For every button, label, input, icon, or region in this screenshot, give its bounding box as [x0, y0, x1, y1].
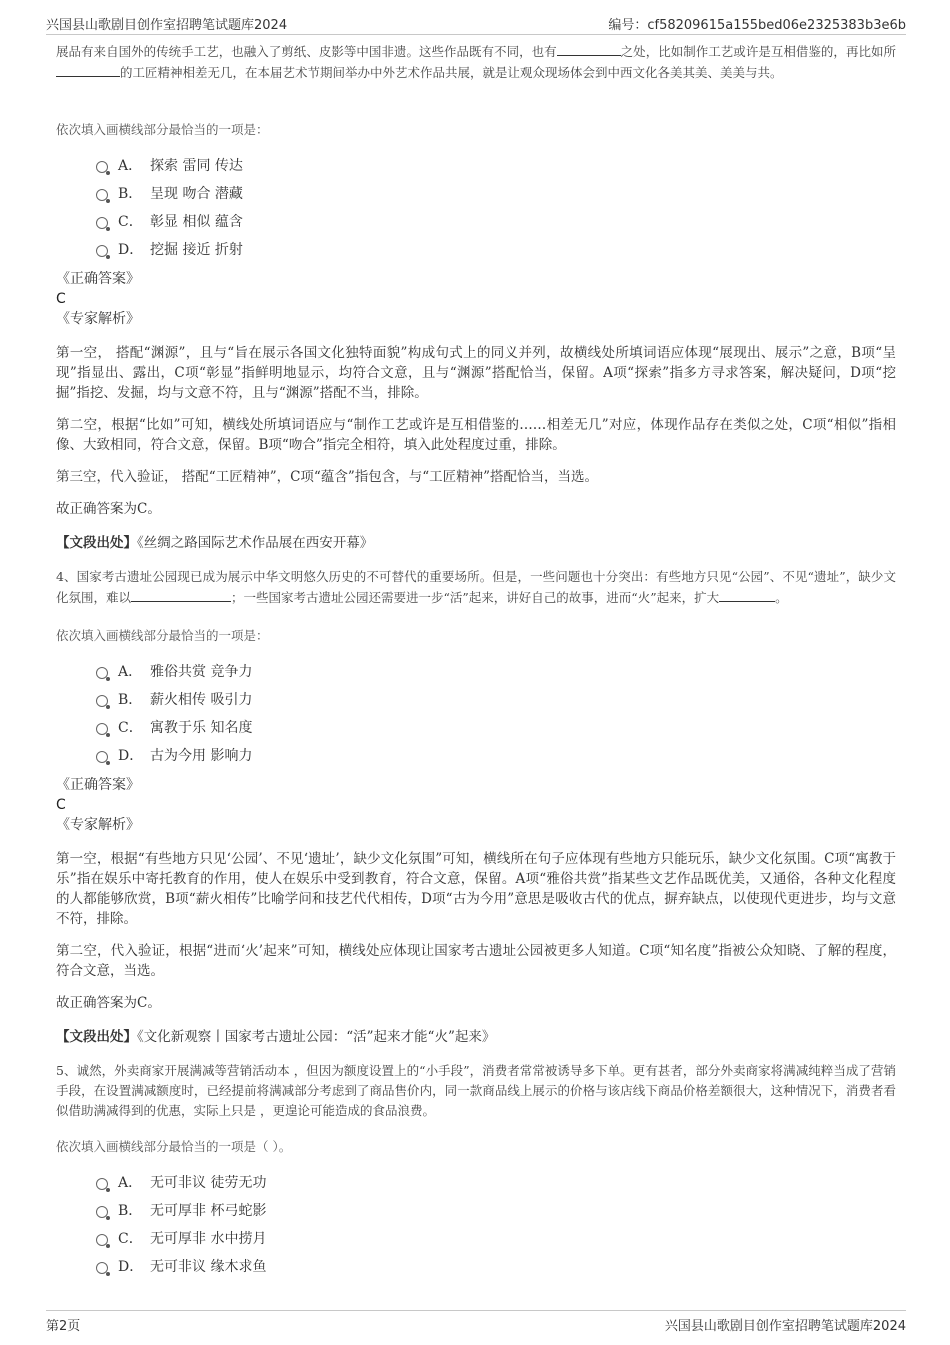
q3-source	[56, 533, 896, 553]
q4-passage-part1: 4、国家考古遗址公园现已成为展示中华文明悠久历史的不可替代的重要场所。但是，一些问题也十分突出：有些地方只见“公园”、不见“遗址”，缺少文化氛围，难以	[56, 569, 896, 605]
radio-icon[interactable]	[96, 751, 108, 763]
q4-answer: C	[56, 797, 66, 813]
q3-source-text: 《丝绸之路国际艺术作品展在西安开幕》	[137, 535, 374, 551]
q3-option-c[interactable]: C． 彰显 相似 蕴含	[56, 208, 896, 236]
radio-icon[interactable]	[96, 1262, 108, 1274]
document-id: 编号：cf58209615a155bed06e2325383b3e6b	[608, 18, 906, 33]
q3-options	[56, 152, 896, 264]
q3-source-label: 【文段出处】	[56, 535, 137, 551]
q3-passage	[56, 41, 896, 104]
q3-passage-part3: 的工匠精神相差无几，在本届艺术节期间举办中外艺术作品共展，就是让观众现场体会到中西文化各美其美、美美与共。	[120, 65, 783, 80]
q3-option-b[interactable]: B． 呈现 吻合 潜藏	[56, 180, 896, 208]
q3-blank-3	[56, 62, 120, 77]
radio-icon[interactable]	[96, 1178, 108, 1190]
q4-source	[56, 1027, 896, 1047]
page-header	[46, 12, 906, 35]
q4-source-text: 《文化新观察丨国家考古遗址公园：“活”起来才能“火”起来》	[137, 1029, 496, 1045]
q3-passage-part2: 之处，比如制作工艺或许是互相借鉴的，再比如所	[620, 44, 896, 59]
q5-option-d[interactable]: D． 无可非议 缘木求鱼	[56, 1253, 896, 1281]
q4-analysis-conclusion: 故正确答案为C。	[56, 995, 161, 1011]
q3-prompt: 依次填入画横线部分最恰当的一项是：	[56, 122, 269, 137]
q4-blank-2	[719, 587, 775, 602]
q4-analysis-1: 第一空，根据“有些地方只见‘公园’、不见‘遗址’，缺少文化氛围”可知，横线所在句子应体现有些地方只能玩乐，缺少文化氛围。C项“寓教于乐”指在娱乐中寄托教育的作用，使人在娱乐中受到教育，符合文意，保留。A项“雅俗共赏”指某些文艺作品既优美，又通俗，各种文化程度的人都能够欣赏，B项“薪火相传”比喻学问和技艺代代相传，D项“古为今用”意思是吸收古代的优点，摒弃缺点，以使现代更进步，均与文意不符，排除。	[56, 851, 896, 927]
q5-passage: 5、诚然，外卖商家开展满减等营销活动本 ，但因为额度设置上的“小手段”，消费者常常被诱导多下单。更有甚者，部分外卖商家将满减纯粹当成了营销手段，在设置满减额度时，已经提前将满减部分考虑到了商品售价内，同一款商品线上展示的价格与该店线下商品价格差额很大，这种情况下，消费者看似借助满减得到的优惠，实际上只是 ，更遑论可能造成的食品浪费。	[56, 1063, 896, 1118]
q5-prompt: 依次填入画横线部分最恰当的一项是（ ）。	[56, 1139, 292, 1154]
q3-passage-part1: 展品有来自国外的传统手工艺，也融入了剪纸、皮影等中国非遗。这些作品既有不同，也有	[56, 44, 557, 59]
q4-source-label: 【文段出处】	[56, 1029, 137, 1045]
q3-blank-2	[557, 41, 621, 56]
q4-analysis-2: 第二空，代入验证，根据“进而‘火’起来”可知，横线处应体现让国家考古遗址公园被更多人知道。C项“知名度”指被公众知晓、了解的程度，符合文意，当选。	[56, 943, 896, 979]
q4-passage-part3: 。	[775, 590, 788, 605]
q5-option-a[interactable]: A． 无可非议 徒劳无功	[56, 1169, 896, 1197]
footer-title: 兴国县山歌剧目创作室招聘笔试题库2024	[664, 1319, 906, 1334]
q4-options	[56, 658, 896, 770]
radio-icon[interactable]	[96, 161, 108, 173]
q3-analysis-1: 第一空， 搭配“渊源”，且与“旨在展示各国文化独特面貌”构成句式上的同义并列，故横线处所填词语应体现“展现出、展示”之意，B项“呈现”指显出、露出，C项“彰显”指鲜明地显示，均符合文意，且与“渊源”搭配恰当，保留。A项“探索”指多方寻求答案，解决疑问，D项“挖掘”指挖、发掘，均与文意不符，且与“渊源”搭配不当，排除。	[56, 345, 896, 401]
main-content	[56, 41, 896, 1281]
q4-option-d[interactable]: D． 古为今用 影响力	[56, 742, 896, 770]
radio-icon[interactable]	[96, 667, 108, 679]
page-footer	[46, 1310, 906, 1333]
q4-prompt: 依次填入画横线部分最恰当的一项是：	[56, 628, 269, 643]
radio-icon[interactable]	[96, 245, 108, 257]
q3-analysis-2: 第二空，根据“比如”可知，横线处所填词语应与“制作工艺或许是互相借鉴的……相差无几”对应，体现作品存在类似之处，C项“相似”指相像、大致相同，符合文意，保留。B项“吻合”指完全相符，填入此处程度过重，排除。	[56, 417, 896, 453]
q3-analysis-3: 第三空，代入验证， 搭配“工匠精神”，C项“蕴含”指包含，与“工匠精神”搭配恰当，当选。	[56, 469, 599, 485]
q4-option-a[interactable]: A． 雅俗共赏 竞争力	[56, 658, 896, 686]
q4-option-b[interactable]: B． 薪火相传 吸引力	[56, 686, 896, 714]
q3-analysis-conclusion: 故正确答案为C。	[56, 501, 161, 517]
q4-option-c[interactable]: C． 寓教于乐 知名度	[56, 714, 896, 742]
radio-icon[interactable]	[96, 695, 108, 707]
radio-icon[interactable]	[96, 1206, 108, 1218]
radio-icon[interactable]	[96, 1234, 108, 1246]
q5-option-c[interactable]: C． 无可厚非 水中捞月	[56, 1225, 896, 1253]
header-title: 兴国县山歌剧目创作室招聘笔试题库2024	[46, 18, 288, 33]
radio-icon[interactable]	[96, 217, 108, 229]
page-number: 第2页	[46, 1319, 81, 1334]
q4-analysis-heading: 《专家解析》	[56, 817, 140, 833]
q5-option-b[interactable]: B． 无可厚非 杯弓蛇影	[56, 1197, 896, 1225]
q3-answer: C	[56, 291, 66, 307]
q3-analysis-heading: 《专家解析》	[56, 311, 140, 327]
radio-icon[interactable]	[96, 723, 108, 735]
q3-answer-heading: 《正确答案》	[56, 271, 140, 287]
q4-answer-heading: 《正确答案》	[56, 777, 140, 793]
q4-passage-part2: ；一些国家考古遗址公园还需要进一步“活”起来，讲好自己的故事，进而“火”起来，扩大	[231, 590, 720, 605]
q5-options	[56, 1169, 896, 1281]
q4-blank-1	[131, 587, 231, 602]
q4-passage	[56, 567, 896, 608]
q3-option-d[interactable]: D． 挖掘 接近 折射	[56, 236, 896, 264]
radio-icon[interactable]	[96, 189, 108, 201]
q3-option-a[interactable]: A． 探索 雷同 传达	[56, 152, 896, 180]
